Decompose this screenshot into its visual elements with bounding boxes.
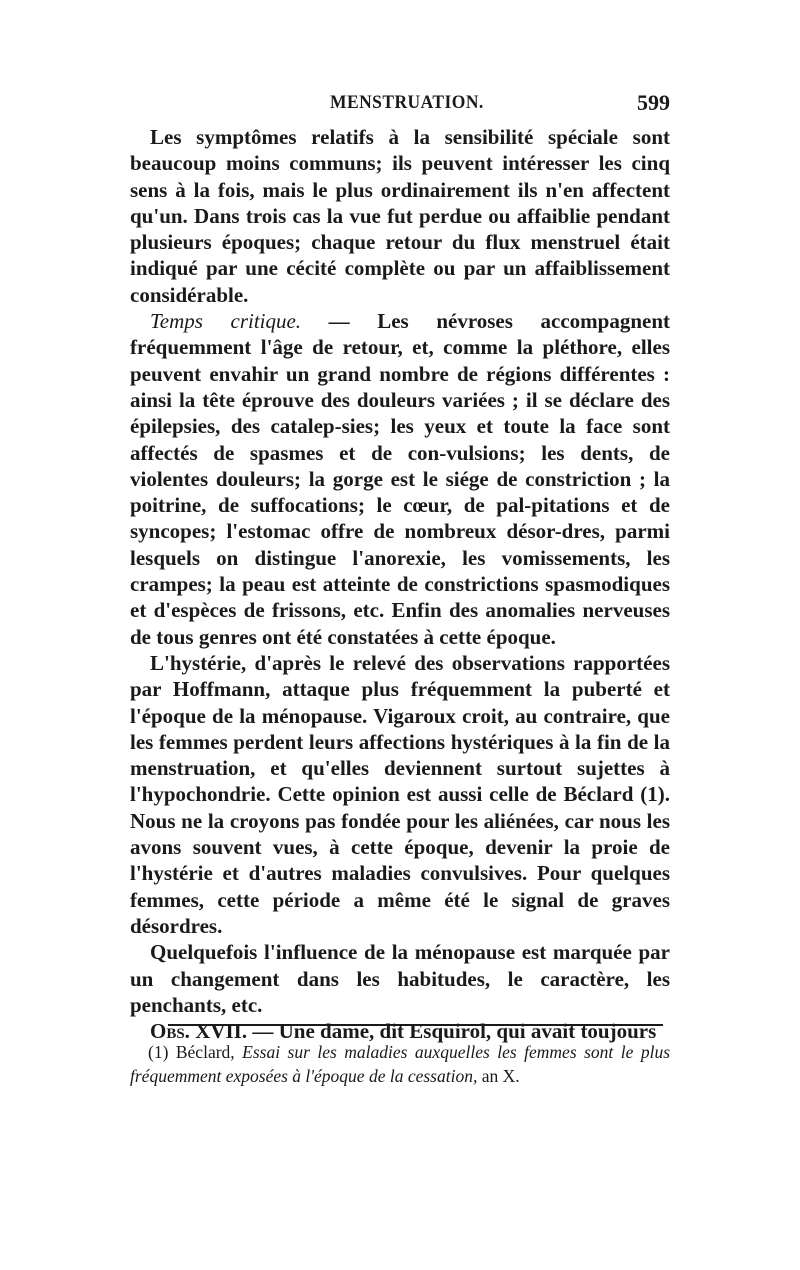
paragraph-menopause-influence: [130, 939, 670, 1018]
paragraph-text: — Une dame, dit Esquirol, qui avait toujours: [247, 1019, 657, 1044]
body-text: [130, 124, 670, 1044]
paragraph-critical-time: [130, 308, 670, 650]
footnote-tail: an X.: [477, 1066, 520, 1086]
paragraph-text: — Les névroses accompagnent fréquemment l'âge de retour, et, comme la pléthore, elles peuvent envahir un grand nombre de régions différentes : ainsi la tête éprouve des douleurs variées ; il se déclare des épilepsies, des catalep-sies; les yeux et toute la face sont affectés de spasmes et de con-vulsions; les dents, de violentes douleurs; la gorge est le siége de constriction ; la poitrine, de suffocations; le cœur, de pal-pitations et de syncopes; l'estomac offre de nombreux désor-dres, parmi lesquels on distingue l'anorexie, les vomissements, les crampes; la peau est atteinte de constrictions spasmodiques et d'espèces de frissons, etc. Enfin des anomalies nerveuses de tous genres ont été constatées à cette époque.: [130, 309, 670, 649]
paragraph-text: Quelquefois l'influence de la ménopause est marquée par un changement dans les habitudes, le caractère, les penchants, etc.: [130, 940, 670, 1017]
footnote-marker: (1) Béclard,: [148, 1042, 243, 1062]
paragraph-text: Les symptômes relatifs à la sensibilité spéciale sont beaucoup moins communs; ils peuvent intéresser les cinq sens à la fois, mais le plus ordinairement ils n'en affectent qu'un. Dans trois cas la vue fut perdue ou affaiblie pendant plusieurs époques; chaque retour du flux menstruel était indiqué par une cécité complète ou par un affaiblissement considérable.: [130, 125, 670, 307]
paragraph-sensory-symptoms: [130, 124, 670, 308]
paragraph-lead: Obs. XVII.: [150, 1019, 248, 1044]
paragraph-text: L'hystérie, d'après le relevé des observations rapportées par Hoffmann, attaque plus fréquemment la puberté et l'époque de la ménopause. Vigaroux croit, au contraire, que les femmes perdent leurs affections hystériques à la fin de la menstruation, et qu'elles deviennent surtout sujettes à l'hypochondrie. Cette opinion est aussi celle de Béclard (1). Nous ne la croyons pas fondée pour les aliénées, car nous les avons souvent vues, à cette époque, devenir la proie de l'hystérie et d'autres maladies convulsives. Pour quelques femmes, cette période a même été le signal de graves désordres.: [130, 650, 670, 938]
footnote-divider: [168, 1024, 663, 1026]
paragraph-hysteria: [130, 650, 670, 939]
paragraph-lead: Temps critique.: [150, 309, 302, 334]
running-head: [130, 90, 670, 120]
page-number: 599: [637, 90, 670, 115]
footnote-title: Essai sur les maladies auxquelles les femmes sont le plus fréquemment exposées à l'époque de la cessation,: [130, 1042, 671, 1086]
footnote: [130, 1040, 670, 1088]
running-title: MENSTRUATION.: [330, 92, 484, 113]
